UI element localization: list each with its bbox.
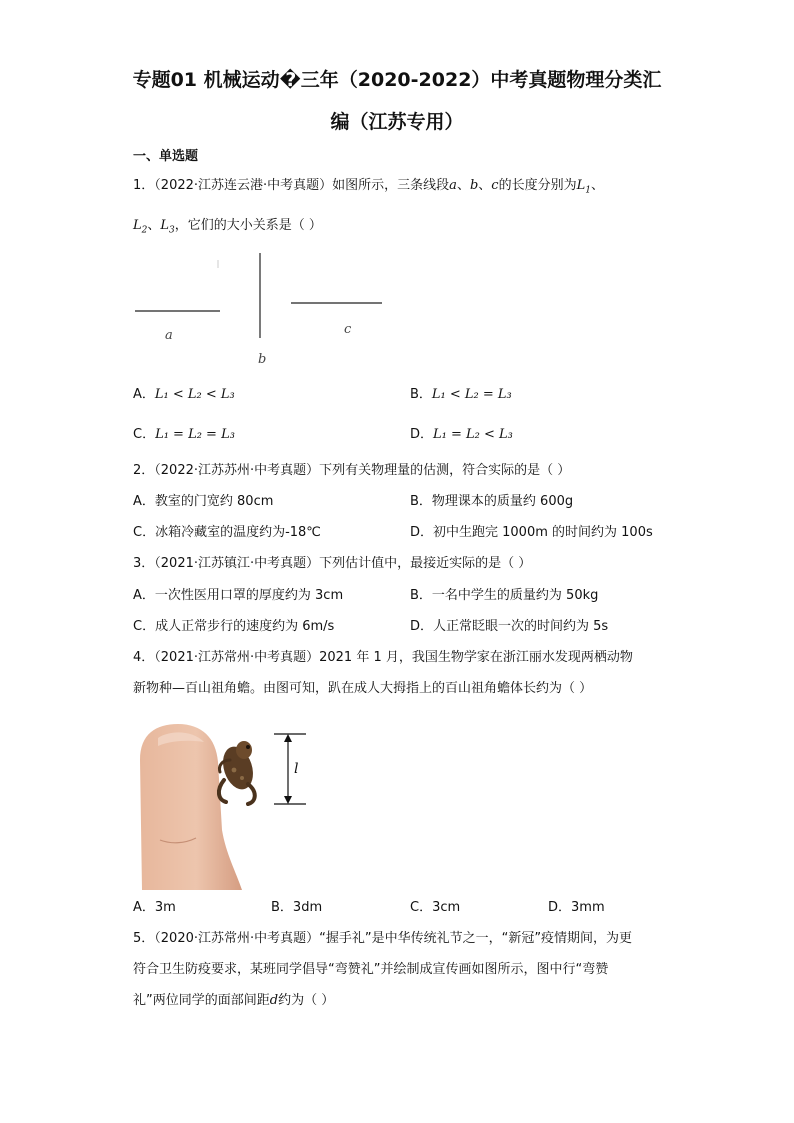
question-5-stem-line-1: 5．（2020·江苏常州·中考真题）“握手礼”是中华传统礼节之一，“新冠”疫情期间，为更 (133, 931, 633, 946)
length-label: l (294, 761, 299, 777)
question-3-option-a[interactable]: A．一次性医用口罩的厚度约为 3cm (133, 588, 344, 603)
length-indicator (274, 734, 306, 804)
question-5-stem-line-2: 符合卫生防疫要求，某班同学倡导“弯赞礼”并绘制成宣传画如图所示，图中行“弯赞 (133, 962, 609, 977)
var-L3: $L_3$ (160, 218, 175, 236)
var-L1: $L_1$ (576, 178, 591, 196)
question-3-option-c[interactable]: C．成人正常步行的速度约为 6m/s (133, 619, 335, 634)
question-5-stem-line-3 (133, 991, 334, 1011)
label-c: c (344, 322, 352, 337)
question-1-line-1: 1．（2022·江苏连云港·中考真题）如图所示，三条线段a、b、c的长度分别为$L_1$、 (133, 178, 604, 196)
question-4-option-b[interactable]: B．3dm (271, 900, 323, 915)
question-1-text: 的长度分别为 (498, 178, 577, 193)
var-d: d (269, 993, 279, 1008)
separator: 、 (478, 178, 492, 193)
var-c: c (491, 178, 499, 193)
separator: 、 (590, 178, 604, 193)
question-5-text: 约为（ ） (278, 993, 335, 1008)
question-1-option-c[interactable]: C．L₁ = L₂ = L₃ (133, 427, 235, 442)
question-3-option-b[interactable]: B．一名中学生的质量约为 50kg (410, 588, 599, 603)
question-3-option-d[interactable]: D．人正常眨眼一次的时间约为 5s (410, 619, 609, 634)
question-4-stem-line-2: 新物种—百山祖角蟾。由图可知，趴在成人大拇指上的百山祖角蟾体长约为（ ） (133, 681, 593, 696)
question-1-option-d[interactable]: D．L₁ = L₂ < L₃ (410, 427, 513, 442)
separator: 、 (147, 218, 161, 233)
question-5-text: 礼”两位同学的面部间距 (133, 993, 270, 1008)
question-1-text: ，它们的大小关系是（ ） (174, 218, 322, 233)
question-4-option-c[interactable]: C．3cm (410, 900, 461, 915)
question-4-stem-line-1: 4．（2021·江苏常州·中考真题）2021 年 1 月，我国生物学家在浙江丽水发现两栖动物 (133, 650, 633, 665)
question-1-source: （2022·江苏连云港·中考真题） (154, 178, 333, 193)
question-2-option-c[interactable]: C．冰箱冷藏室的温度约为-18℃ (133, 525, 321, 540)
toad-icon (218, 741, 258, 804)
question-2-stem: 2．（2022·江苏苏州·中考真题）下列有关物理量的估测，符合实际的是（ ） (133, 463, 571, 478)
question-1-number: 1 (133, 178, 142, 193)
line-segments-figure (130, 250, 390, 375)
question-1-option-a[interactable]: A．L₁ < L₂ < L₃ (133, 387, 235, 402)
question-1-line-2 (133, 216, 322, 241)
separator: 、 (456, 178, 470, 193)
question-2-option-d[interactable]: D．初中生跑完 1000m 的时间约为 100s (410, 525, 653, 540)
document-title-line-2: 编（江苏专用） (330, 111, 464, 133)
thumb-icon (140, 724, 242, 890)
question-4-option-a[interactable]: A．3m (133, 900, 176, 915)
question-3-stem: 3．（2021·江苏镇江·中考真题）下列估计值中，最接近实际的是（ ） (133, 556, 532, 571)
question-2-option-a[interactable]: A．教室的门宽约 80cm (133, 494, 274, 509)
var-a: a (449, 178, 457, 193)
question-1-text: 如图所示，三条线段 (332, 178, 450, 193)
thumb-and-toad-photo (130, 720, 330, 890)
document-title-line-1: 专题01 机械运动�三年（2020-2022）中考真题物理分类汇 (132, 69, 662, 91)
var-L2: $L_2$ (133, 218, 148, 236)
question-4-option-d[interactable]: D．3mm (548, 900, 605, 915)
var-b: b (469, 178, 479, 193)
label-a: a (165, 328, 173, 343)
label-b: b (258, 352, 267, 367)
question-2-option-b[interactable]: B．物理课本的质量约 600g (410, 494, 574, 509)
question-1-option-b[interactable]: B．L₁ < L₂ = L₃ (410, 387, 512, 402)
section-heading: 一、单选题 (133, 149, 199, 164)
